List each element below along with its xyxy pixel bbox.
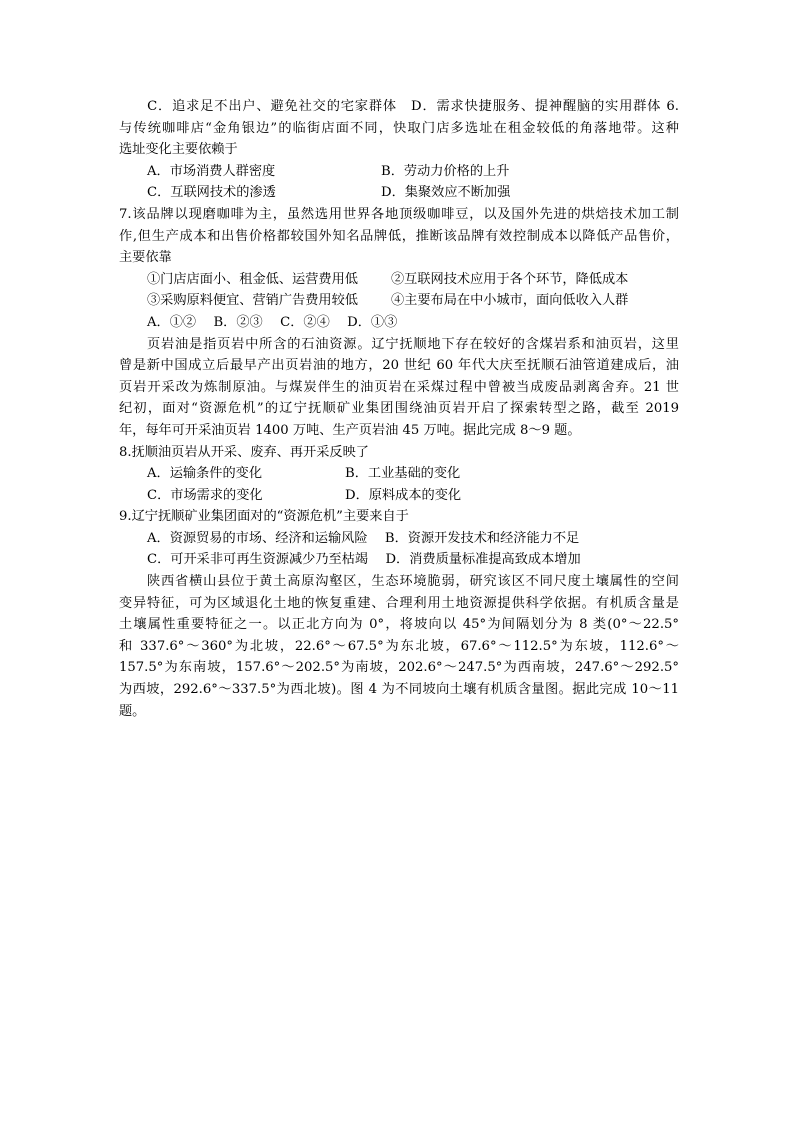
passage-line: 157.5°为东南坡，157.6°～202.5°为南坡，202.6°～247.5°为西南坡，247.6°～292.5°: [119, 660, 679, 676]
q6-option-b: B．劳动力价格的上升: [381, 163, 510, 179]
text-line: 与传统咖啡店“金角银边”的临街店面不同，快取门店多选址在租金较低的角落地带。这种: [119, 120, 679, 136]
passage-line: 土壤属性重要特征之一。以正北方向为 0°，将坡向以 45°为间隔划分为 8 类(0°～22.5°: [119, 617, 679, 633]
text-line: C．追求足不出户、避免社交的宅家群体 D．需求快捷服务、提神醒脑的实用群体 6.: [119, 99, 679, 114]
q8-option-c: C．市场需求的变化: [147, 487, 263, 503]
q7-statements-row2: [119, 290, 679, 312]
q6-option-d: D．集聚效应不断加强: [381, 185, 511, 201]
passage-line: 题。: [119, 703, 146, 719]
q9-options-ab: A．资源贸易的市场、经济和运输风险 B．资源开发技术和经济能力不足: [147, 530, 580, 546]
q8-option-a: A．运输条件的变化: [147, 466, 263, 482]
q7-statement-1: ①门店店面小、租金低、运营费用低: [147, 271, 358, 287]
q9-stem: 9.辽宁抚顺矿业集团面对的“资源危机”主要来自于: [119, 509, 409, 525]
q6-options-row1: [119, 161, 679, 183]
document-page: [119, 96, 679, 722]
passage-line: 页岩油是指页岩中所含的石油资源。辽宁抚顺地下存在较好的含煤岩系和油页岩，这里: [147, 336, 679, 352]
passage-line: 和 337.6°～360°为北坡，22.6°～67.5°为东北坡，67.6°～112.5°为东坡，112.6°～: [119, 638, 679, 654]
q7-statement-2: ②互联网技术应用于各个环节，降低成本: [391, 271, 629, 287]
q6-options-row2: [119, 182, 679, 204]
q7-stem-line: 7.该品牌以现磨咖啡为主，虽然选用世界各地顶级咖啡豆，以及国外先进的烘焙技术加工制: [119, 206, 679, 222]
passage-line: 变异特征，可为区域退化土地的恢复重建、合理利用土地资源提供科学依据。有机质含量是: [119, 595, 679, 611]
q7-stem-line: 主要依靠: [119, 250, 172, 266]
q7-stem-line: 作,但生产成本和出售价格都较国外知名品牌低，推断该品牌有效控制成本以降低产品售价，: [119, 228, 679, 244]
q7-statement-4: ④主要布局在中小城市，面向低收入人群: [391, 293, 629, 309]
q8-options-row2: [119, 485, 679, 507]
q7-statements-row1: [119, 269, 679, 291]
passage-line: 纪初，面对“资源危机”的辽宁抚顺矿业集团围绕油页岩开启了探索转型之路，截至 2019: [119, 401, 679, 417]
passage-line: 曾是新中国成立后最早产出页岩油的地方，20 世纪 60 年代大庆至抚顺石油管道建成后，油: [119, 358, 679, 374]
passage-line: 页岩开采改为炼制原油。与煤炭伴生的油页岩在采煤过程中曾被当成废品剥离舍弃。21 世: [119, 379, 679, 395]
q8-option-d: D．原料成本的变化: [345, 487, 462, 503]
q6-option-c: C．互联网技术的渗透: [147, 185, 276, 201]
passage-line: 为西坡，292.6°～337.5°为西北坡)。图 4 为不同坡向土壤有机质含量图。据此完成 10～11: [119, 682, 679, 698]
q7-statement-3: ③采购原料便宜、营销广告费用较低: [147, 293, 358, 309]
q6-option-a: A．市场消费人群密度: [147, 163, 276, 179]
passage-line: 陕西省横山县位于黄土高原沟壑区，生态环境脆弱，研究该区不同尺度土壤属性的空间: [147, 574, 679, 590]
q8-options-row1: [119, 463, 679, 485]
text-line: 选址变化主要依赖于: [119, 142, 238, 158]
q8-option-b: B．工业基础的变化: [345, 466, 461, 482]
q9-options-cd: C．可开采非可再生资源减少乃至枯竭 D．消费质量标准提高致成本增加: [147, 552, 581, 568]
passage-line: 年，每年可开采油页岩 1400 万吨、生产页岩油 45 万吨。据此完成 8～9 题。: [119, 422, 581, 438]
q8-stem: 8.抚顺油页岩从开采、废弃、再开采反映了: [119, 444, 369, 460]
q7-choices: A．①② B．②③ C．②④ D．①③: [147, 314, 398, 330]
